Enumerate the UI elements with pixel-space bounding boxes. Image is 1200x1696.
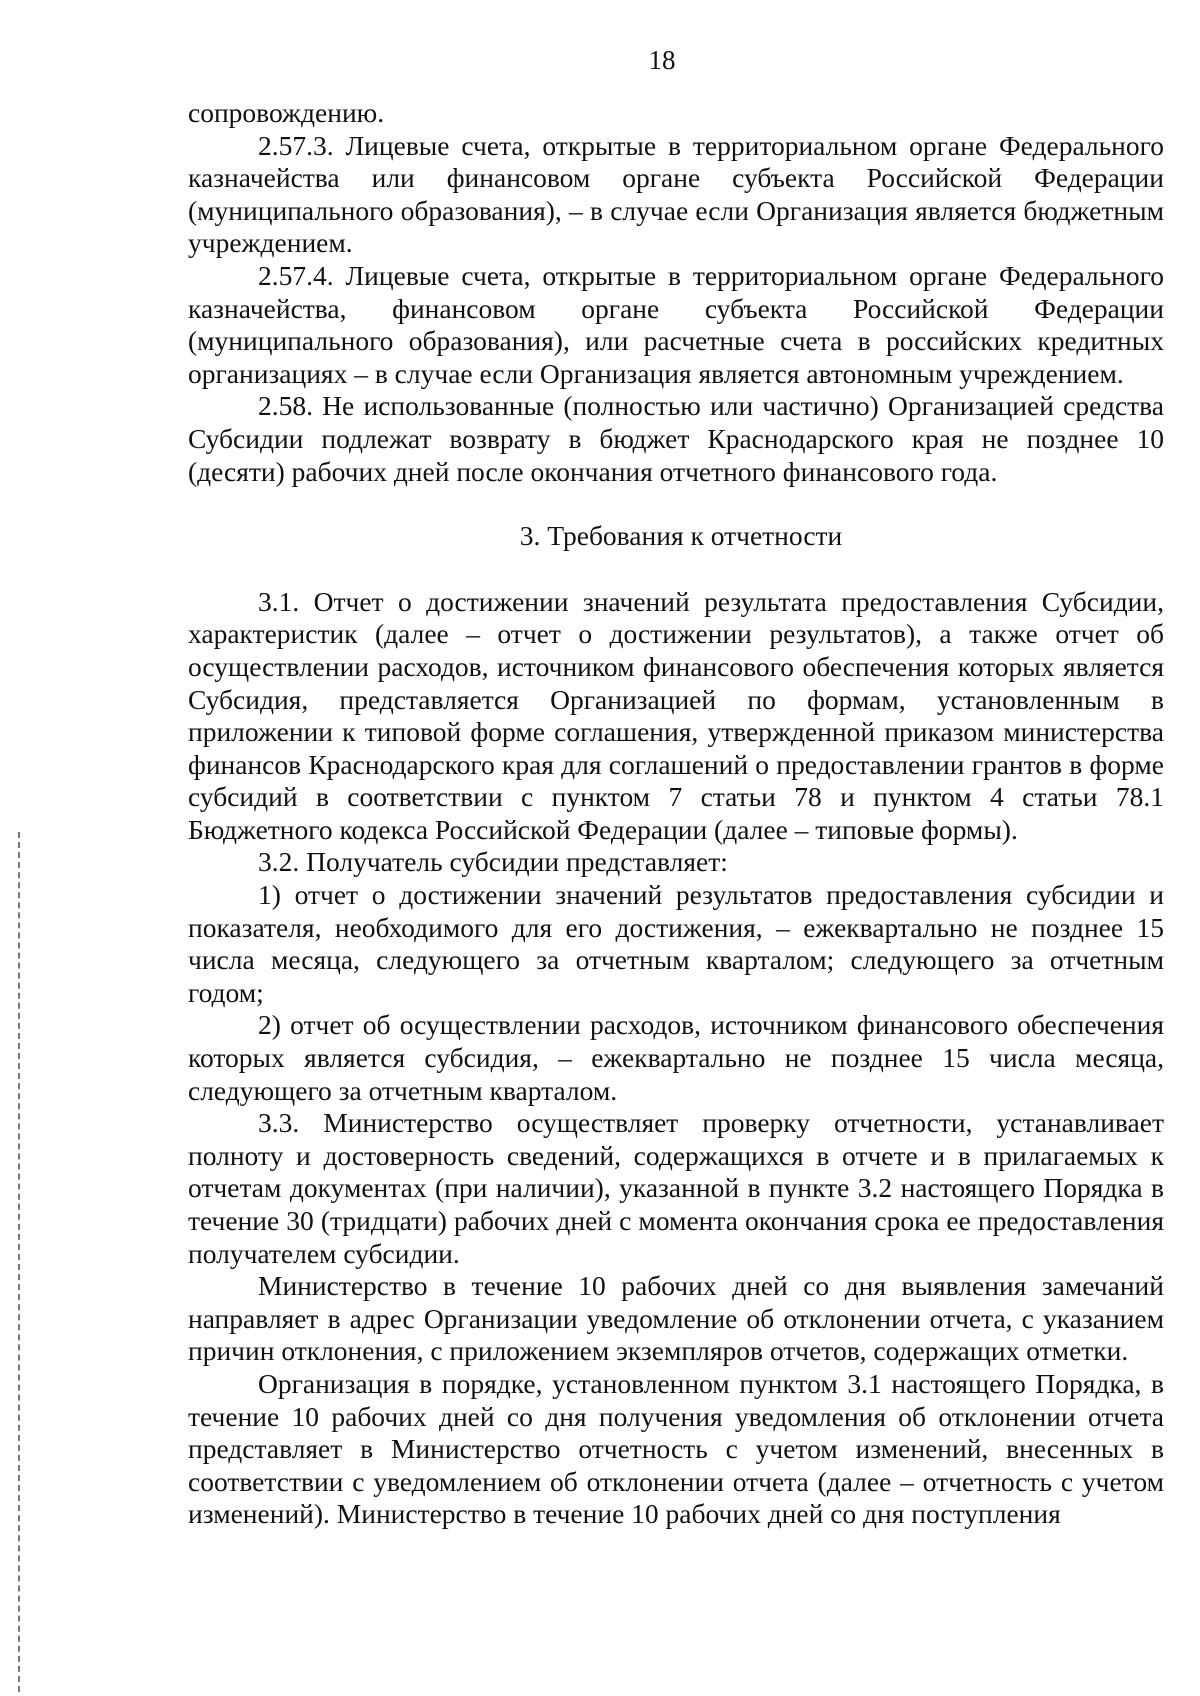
list-item-2: 2) отчет об осуществлении расходов, источником финансового обеспечения которых является субсидия, – ежеквартально не позднее 15 числа месяца, следующего за отчетным кварталом. [188,1009,1164,1106]
paragraph-2-58: 2.58. Не использованные (полностью или частично) Организацией средства Субсидии подлежат возврату в бюджет Краснодарского края не позднее 10 (десяти) рабочих дней после окончания отчетного финансового года. [188,390,1164,487]
paragraph-organization-resubmit: Организация в порядке, установленном пунктом 3.1 настоящего Порядка, в течение 10 рабочих дней со дня получения уведомления об отклонении отчета представляет в Министерство отчетность с учетом изменений, внесенных в соответствии с уведомлением об отклонении отчета (далее – отчетность с учетом изменений). Министерство в течение 10 рабочих дней со дня поступления [188,1367,1164,1530]
page-number: 18 [648,45,676,75]
paragraph-3-1: 3.1. Отчет о достижении значений результата предоставления Субсидии, характеристик (далее – отчет о достижении результатов), а также отчет об осуществлении расходов, источником финансового обеспечения которых является Субсидия, представляется Организацией по формам, установленным в приложении к типовой форме соглашения, утвержденной приказом министерства финансов Краснодарского края для соглашений о предоставлении грантов в форме субсидий в соответствии с пунктом 7 статьи 78 и пунктом 4 статьи 78.1 Бюджетного кодекса Российской Федерации (далее – типовые формы). [188,585,1164,845]
paragraph-3-3: 3.3. Министерство осуществляет проверку отчетности, устанавливает полноту и достоверность сведений, содержащихся в отчете и в прилагаемых к отчетам документах (при наличии), указанной в пункте 3.2 настоящего Порядка в течение 30 (тридцати) рабочих дней с момента окончания срока ее предоставления получателем субсидии. [188,1107,1164,1269]
section-heading: 3. Требования к отчетности [519,520,843,552]
paragraph-2-57-3: 2.57.3. Лицевые счета, открытые в территориальном органе Федерального казначейства или финансовом органе субъекта Российской Федерации (муниципального образования), – в случае если Организация является бюджетным учреждением. [188,129,1164,259]
margin-line [18,832,20,1692]
paragraph-ministry-notice: Министерство в течение 10 рабочих дней со дня выявления замечаний направляет в адрес Организации уведомление об отклонении отчета, с указанием причин отклонения, с приложением экземпляров отчетов, содержащих отметки. [188,1270,1164,1367]
paragraph-continuation: сопровождению. [188,97,385,128]
paragraph-2-57-4: 2.57.4. Лицевые счета, открытые в территориальном органе Федерального казначейства, финансовом органе субъекта Российской Федерации (муниципального образования), или расчетные счета в российских кредитных организациях – в случае если Организация является автономным учреждением. [188,259,1164,389]
paragraph-3-2: 3.2. Получатель субсидии представляет: [258,846,728,878]
list-item-1: 1) отчет о достижении значений результатов предоставления субсидии и показателя, необходимого для его достижения, – ежеквартально не позднее 15 числа месяца, следующего за отчетным кварталом; следующего за отчетным годом; [188,879,1164,1008]
document-body [188,97,1164,1531]
